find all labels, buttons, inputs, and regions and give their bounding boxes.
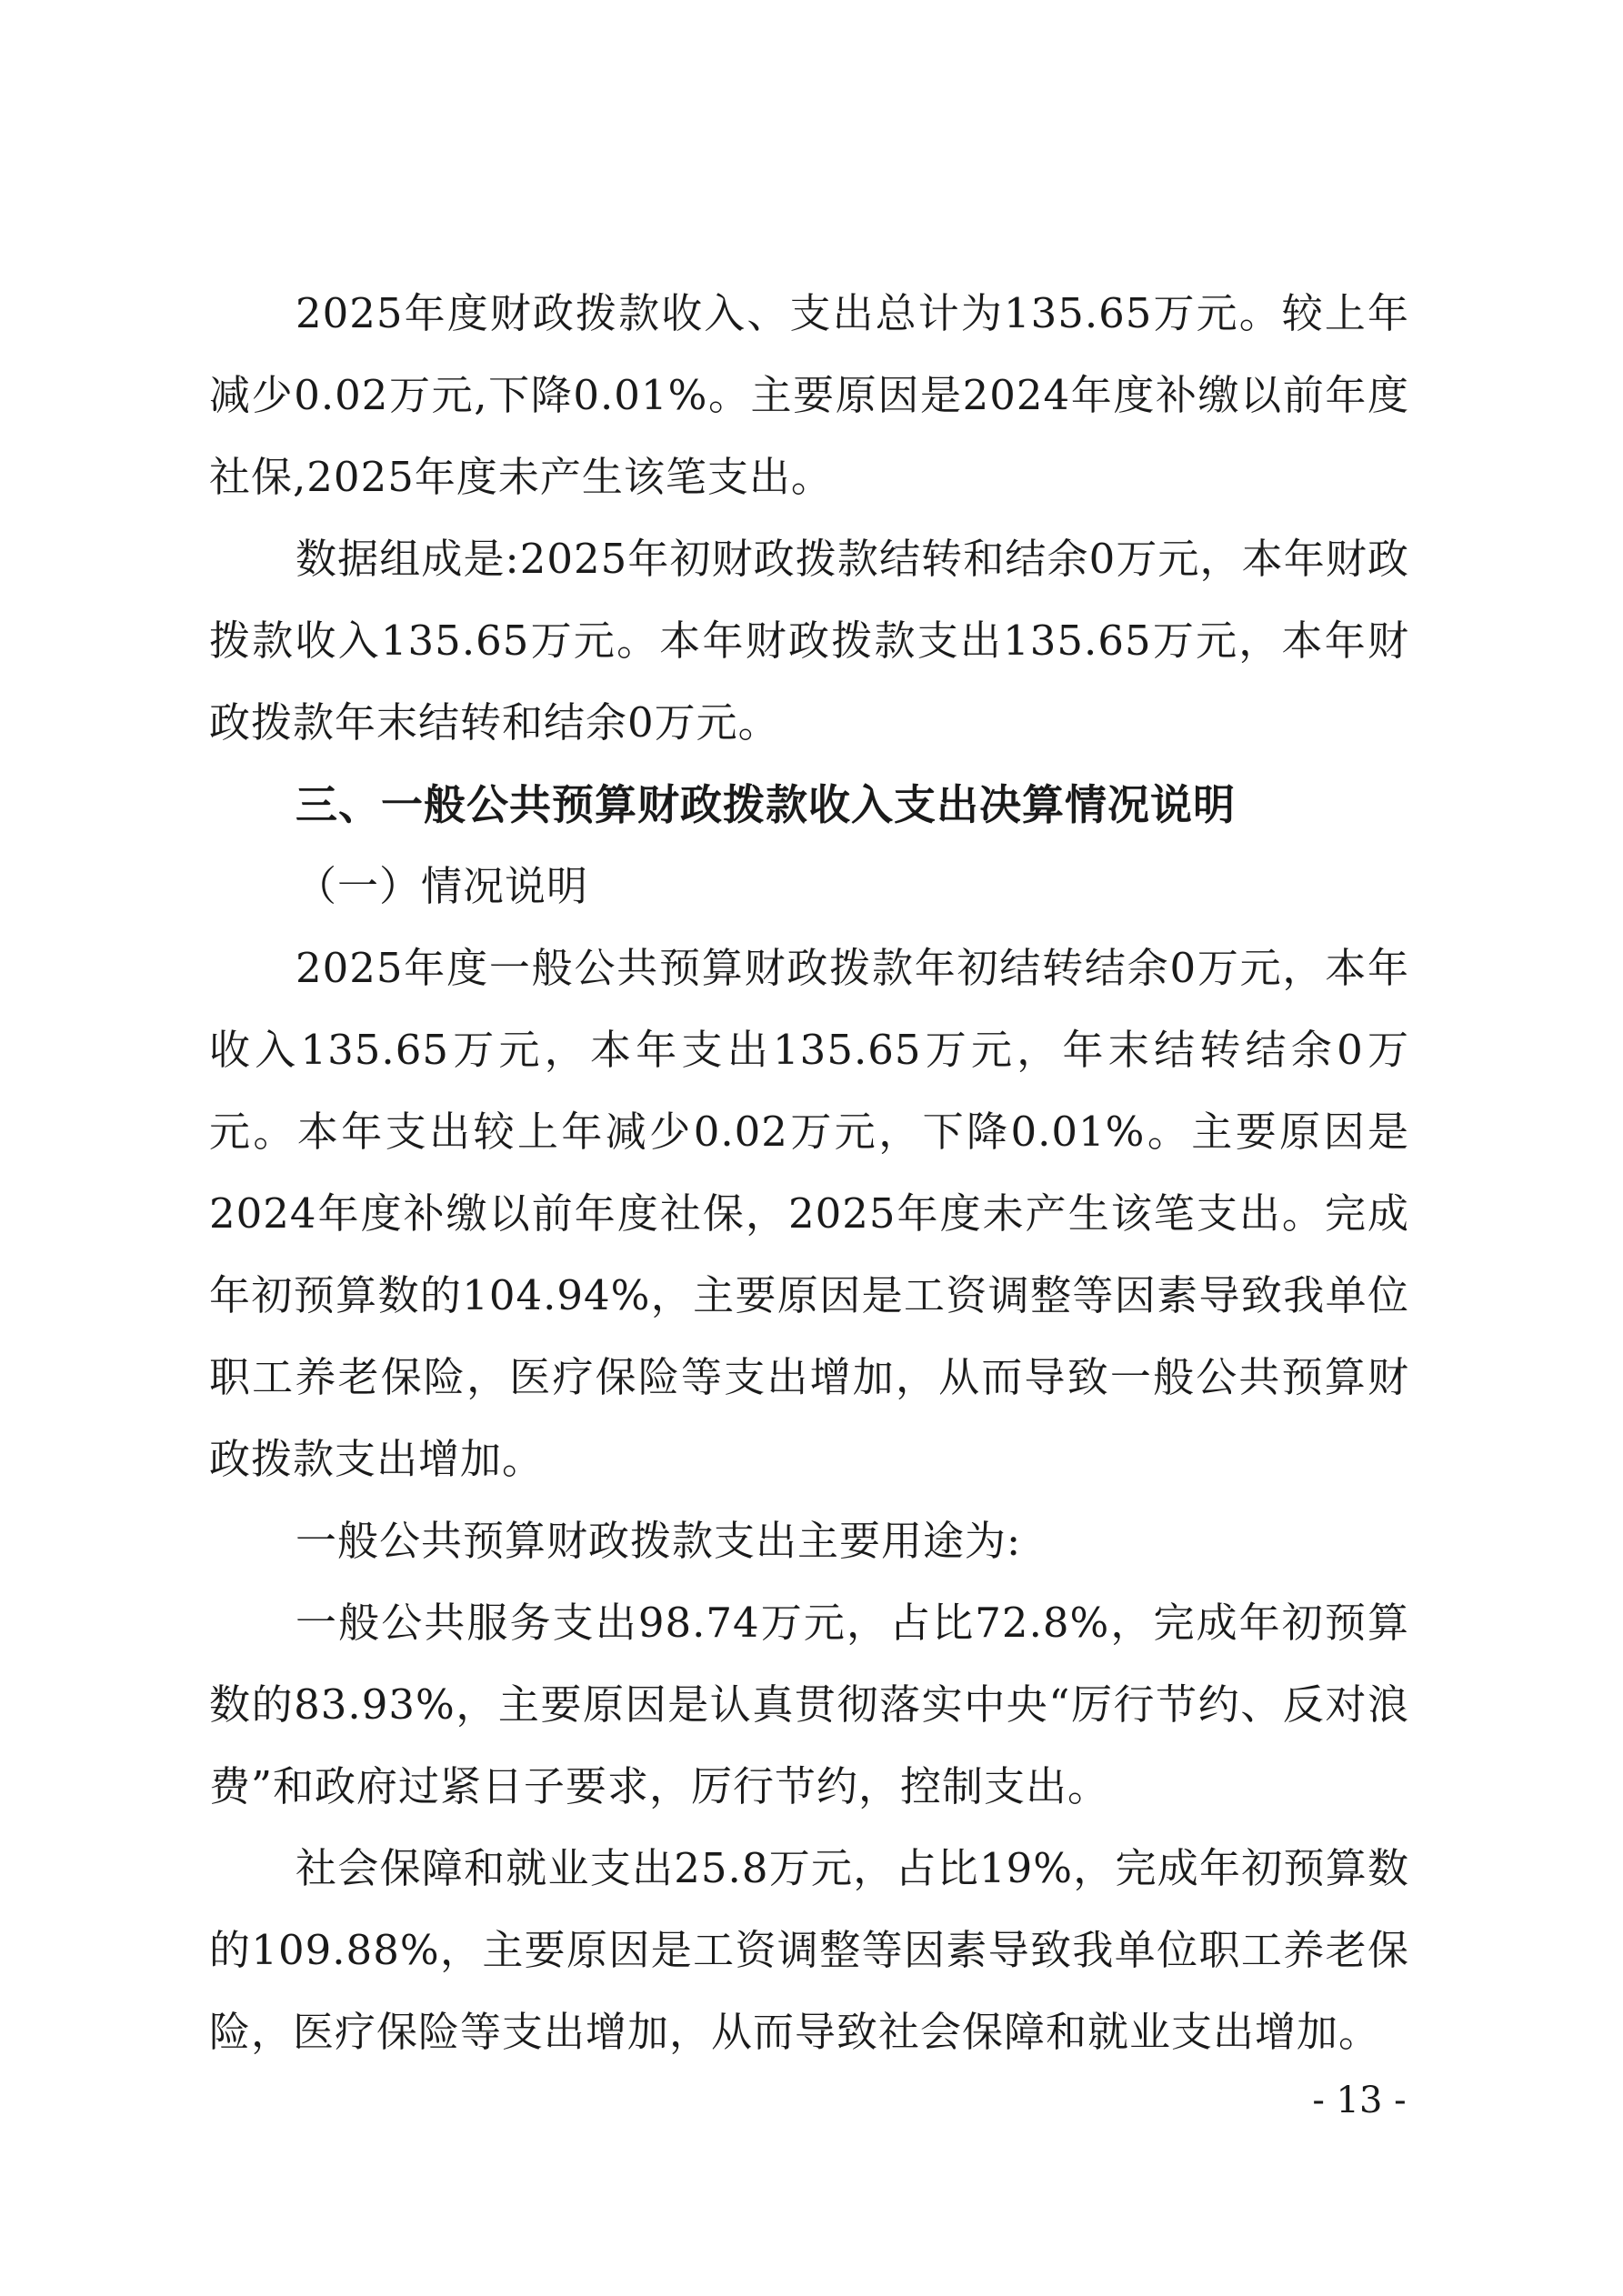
paragraph-public-services-expenditure: 一般公共服务支出98.74万元，占比72.8%，完成年初预算数的83.93%，主要原因是认真贯彻落实中央“厉行节约、反对浪费”和政府过紧日子要求，厉行节约，控制支出。 [209, 1599, 1409, 1810]
paragraph-total-income-expenditure: 2025年度财政拨款收入、支出总计为135.65万元。较上年减少0.02万元,下降0.01%。主要原因是2024年度补缴以前年度社保,2025年度未产生该笔支出。 [209, 289, 1409, 501]
paragraph-data-composition: 数据组成是:2025年初财政拨款结转和结余0万元，本年财政拨款收入135.65万元。本年财政拨款支出135.65万元，本年财政拨款年末结转和结余0万元。 [209, 535, 1409, 747]
page-number: - 13 - [1312, 2080, 1407, 2121]
section-heading-general-budget: 三、一般公共预算财政拨款收入支出决算情况说明 [296, 780, 1236, 829]
paragraph-main-uses-intro: 一般公共预算财政拨款支出主要用途为: [296, 1517, 1022, 1565]
subsection-heading-situation: （一）情况说明 [296, 862, 589, 910]
document-body [209, 273, 1409, 2073]
paragraph-social-security-expenditure: 社会保障和就业支出25.8万元，占比19%，完成年初预算数的109.88%，主要原因是工资调整等因素导致我单位职工养老保险，医疗保险等支出增加，从而导致社会保障和就业支出增加。 [209, 1844, 1409, 2056]
paragraph-general-budget-details: 2025年度一般公共预算财政拨款年初结转结余0万元，本年收入135.65万元，本年支出135.65万元，年末结转结余0万元。本年支出较上年减少0.02万元，下降0.01%。主要原因是2024年度补缴以前年度社保，2025年度未产生该笔支出。完成年初预算数的104.94%，主要原因是工资调整等因素导致我单位职工养老保险，医疗保险等支出增加，从而导致一般公共预算财政拨款支出增加。 [209, 944, 1409, 1483]
